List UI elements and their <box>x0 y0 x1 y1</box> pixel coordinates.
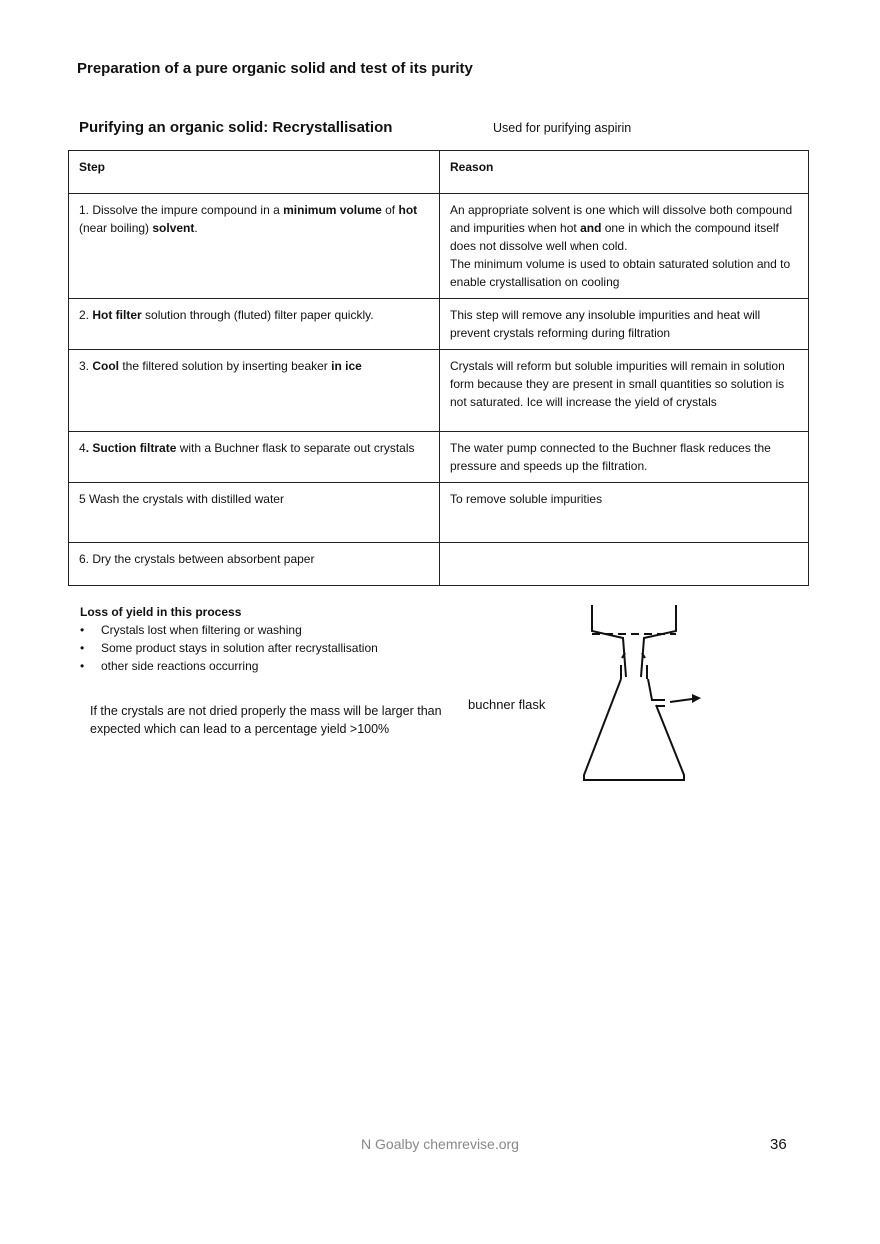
text-segment: 3. <box>79 359 93 373</box>
table-header-row <box>69 151 809 194</box>
text-segment: with a Buchner flask to separate out crystals <box>176 441 415 455</box>
reason-cell <box>440 299 809 350</box>
reason-paragraph <box>450 255 798 291</box>
recrystallisation-table <box>68 150 809 586</box>
text-segment: The minimum volume is used to obtain saturated solution and to enable crystallisation on cooling <box>450 257 791 289</box>
footer: N Goalby chemrevise.org <box>361 1136 519 1152</box>
text-segment: (near boiling) <box>79 221 153 235</box>
flask-label: buchner flask <box>468 697 546 712</box>
page-title: Preparation of a pure organic solid and test of its purity <box>77 60 473 77</box>
bold-text: and <box>580 221 602 235</box>
bold-text: Hot filter <box>92 308 142 322</box>
reason-paragraph <box>450 201 798 255</box>
bold-text: . Suction filtrate <box>85 441 177 455</box>
text-segment: 6. Dry the crystals between absorbent paper <box>79 552 315 566</box>
text-segment: 5 Wash the crystals with distilled water <box>79 492 284 506</box>
reason-cell <box>440 483 809 543</box>
buchner-flask-diagram <box>570 595 720 790</box>
header-reason: Reason <box>440 151 809 194</box>
step-cell <box>69 299 440 350</box>
reason-paragraph <box>450 490 798 508</box>
reason-paragraph <box>450 439 798 475</box>
table-row <box>69 543 809 586</box>
step-cell <box>69 350 440 432</box>
text-segment: The water pump connected to the Buchner flask reduces the pressure and speeds up the filtration. <box>450 441 771 473</box>
bold-text: hot <box>398 203 418 217</box>
bold-text: minimum volume <box>283 203 382 217</box>
text-segment: Crystals will reform but soluble impurities will remain in solution form because they are present in small quantities so solution is not saturated. Ice will increase the yield of crystals <box>450 359 785 409</box>
text-segment: . <box>194 221 198 235</box>
header-step: Step <box>69 151 440 194</box>
page-number: 36 <box>770 1136 787 1153</box>
text-segment: of <box>381 203 399 217</box>
loss-list <box>80 621 378 675</box>
list-item: • other side reactions occurring <box>80 657 378 675</box>
text-segment: An appropriate solvent is one which will dissolve both compound and impurities when hot <box>450 203 793 235</box>
text-segment: To remove soluble impurities <box>450 492 603 506</box>
step-cell <box>69 483 440 543</box>
reason-cell <box>440 350 809 432</box>
section-note: Used for purifying aspirin <box>493 121 632 135</box>
list-item: • Crystals lost when filtering or washing <box>80 621 378 639</box>
bold-text: in ice <box>331 359 362 373</box>
list-item: • Some product stays in solution after recrystallisation <box>80 639 378 657</box>
loss-heading: Loss of yield in this process <box>80 605 242 619</box>
step-cell <box>69 194 440 299</box>
dry-note: If the crystals are not dried properly the mass will be larger than expected which can lead to a percentage yield >100% <box>90 704 442 736</box>
bold-text: solvent <box>152 221 195 235</box>
table-row <box>69 432 809 483</box>
text-segment: 4 <box>79 441 86 455</box>
reason-paragraph <box>450 357 798 411</box>
bold-text: Cool <box>92 359 120 373</box>
table-row <box>69 350 809 432</box>
text-segment: 2. <box>79 308 93 322</box>
table-row <box>69 299 809 350</box>
step-cell <box>69 543 440 586</box>
loss-of-yield <box>80 603 378 675</box>
table-row <box>69 194 809 299</box>
text-segment: the filtered solution by inserting beaker <box>119 359 332 373</box>
step-cell <box>69 432 440 483</box>
section-title: Purifying an organic solid: Recrystallisation <box>79 119 393 136</box>
text-segment: solution through (fluted) filter paper quickly. <box>141 308 374 322</box>
text-segment: This step will remove any insoluble impurities and heat will prevent crystals reforming during filtration <box>450 308 761 340</box>
reason-cell <box>440 432 809 483</box>
text-segment: one in which the compound itself does not dissolve well when cold. <box>450 221 779 253</box>
text-segment: 1. Dissolve the impure compound in a <box>79 203 284 217</box>
table-row <box>69 483 809 543</box>
reason-cell <box>440 543 809 586</box>
reason-paragraph <box>450 306 798 342</box>
reason-cell <box>440 194 809 299</box>
